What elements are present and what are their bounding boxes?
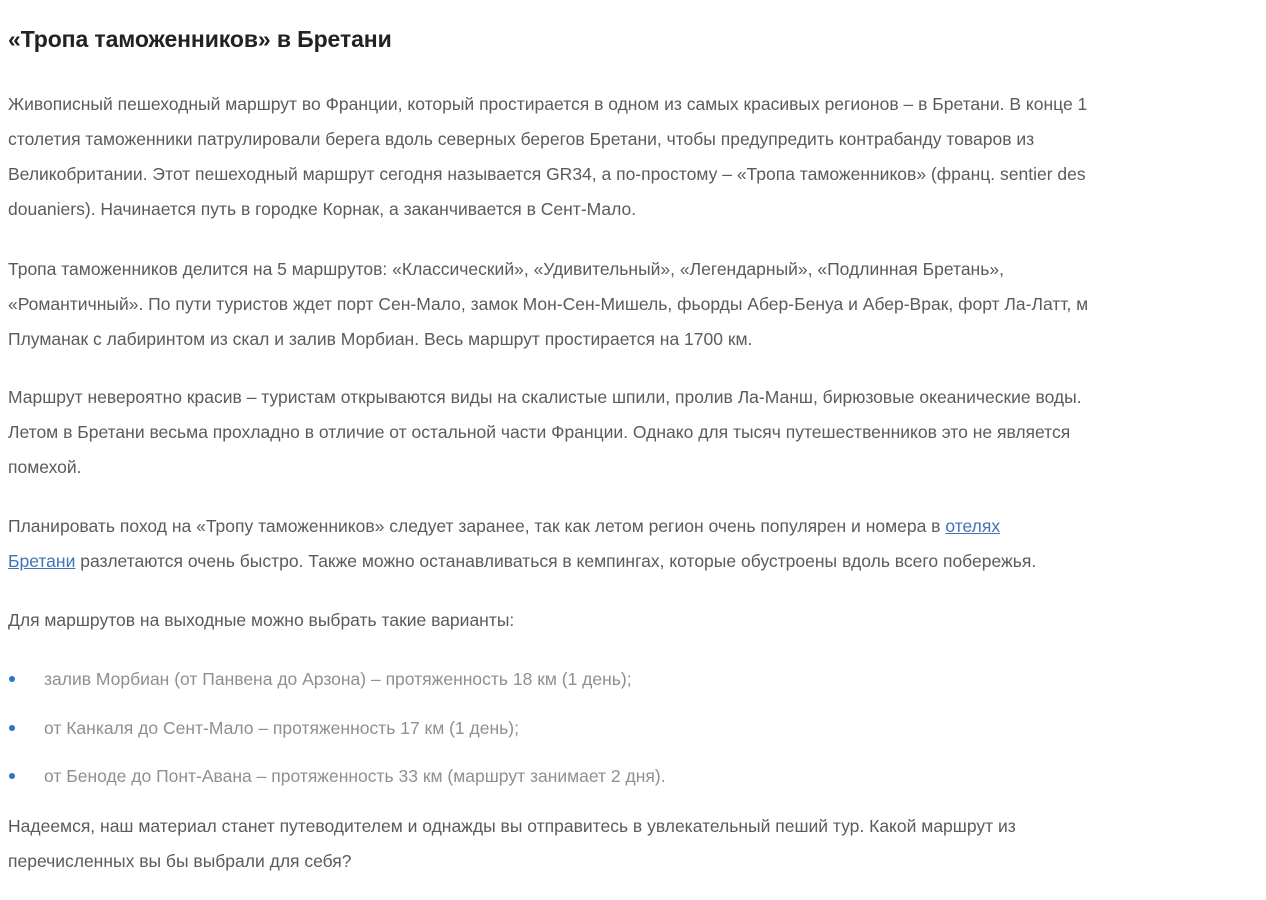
hotels-link-part1[interactable]: отелях: [945, 516, 1001, 536]
text-line: Тропа таможенников делится на 5 маршрутов: «Классический», «Удивительный», «Легендарный», «Подлинная Бретань»,: [8, 259, 1004, 279]
paragraph-routes: [8, 252, 1266, 357]
text-line: Для маршрутов на выходные можно выбрать такие варианты:: [8, 610, 515, 630]
text-line: «Романтичный». По пути туристов ждет порт Сен-Мало, замок Мон-Сен-Мишель, фьорды Абер-Бенуа и Абер-Врак, форт Ла-Латт, м: [8, 294, 1089, 314]
list-item-text: от Беноде до Понт-Авана – протяженность 33 км (маршрут занимает 2 дня).: [44, 766, 666, 786]
list-item: [8, 709, 1258, 758]
text-line: douaniers). Начинается путь в городке Корнак, а заканчивается в Сент-Мало.: [8, 199, 637, 219]
article-title: «Тропа таможенников» в Бретани: [8, 26, 392, 52]
paragraph-intro: [8, 87, 1266, 227]
paragraph-beauty: [8, 380, 1266, 485]
text-line: Живописный пешеходный маршрут во Франции, который простирается в одном из самых красивых регионов – в Бретани. В конце 1: [8, 94, 1088, 114]
text-line: [8, 544, 1266, 579]
paragraph-planning: [8, 509, 1266, 579]
text-line: Маршрут невероятно красив – туристам открываются виды на скалистые шпили, пролив Ла-Манш, бирюзовые океанические воды.: [8, 387, 1082, 407]
weekend-routes-list: [8, 660, 1258, 806]
hotels-link-part2[interactable]: Бретани: [8, 551, 76, 571]
text-line: Великобритании. Этот пешеходный маршрут сегодня называется GR34, а по-простому – «Тропа таможенников» (франц. sentier des: [8, 164, 1086, 184]
list-item-text: от Канкаля до Сент-Мало – протяженность 17 км (1 день);: [44, 717, 519, 738]
bullet-icon: [9, 725, 15, 731]
text-line: Плуманак с лабиринтом из скал и залив Морбиан. Весь маршрут простирается на 1700 км.: [8, 329, 753, 349]
text-line: перечисленных вы бы выбрали для себя?: [8, 851, 352, 871]
text-fragment: разлетаются очень быстро. Также можно останавливаться в кемпингах, которые обустроены вдоль всего побережья.: [75, 551, 1037, 571]
text-line: Летом в Бретани весьма прохладно в отличие от остальной части Франции. Однако для тысяч путешественников это не является: [8, 422, 1071, 442]
bullet-icon: [9, 676, 15, 682]
list-item: [8, 757, 1258, 806]
paragraph-weekend: [8, 603, 1266, 638]
list-item-text: залив Морбиан (от Панвена до Арзона) – протяженность 18 км (1 день);: [44, 669, 632, 689]
text-line: Надеемся, наш материал станет путеводителем и однажды вы отправитесь в увлекательный пеший тур. Какой маршрут из: [8, 816, 1016, 836]
text-line: помехой.: [8, 457, 82, 477]
paragraph-closing: [8, 809, 1266, 879]
bullet-icon: [9, 773, 15, 779]
text-line: столетия таможенники патрулировали берега вдоль северных берегов Бретани, чтобы предупредить контрабанду товаров из: [8, 129, 1035, 149]
text-fragment: Планировать поход на «Тропу таможенников» следует заранее, так как летом регион очень популярен и номера в: [8, 516, 946, 536]
text-line: [8, 509, 1266, 544]
list-item: [8, 660, 1258, 709]
